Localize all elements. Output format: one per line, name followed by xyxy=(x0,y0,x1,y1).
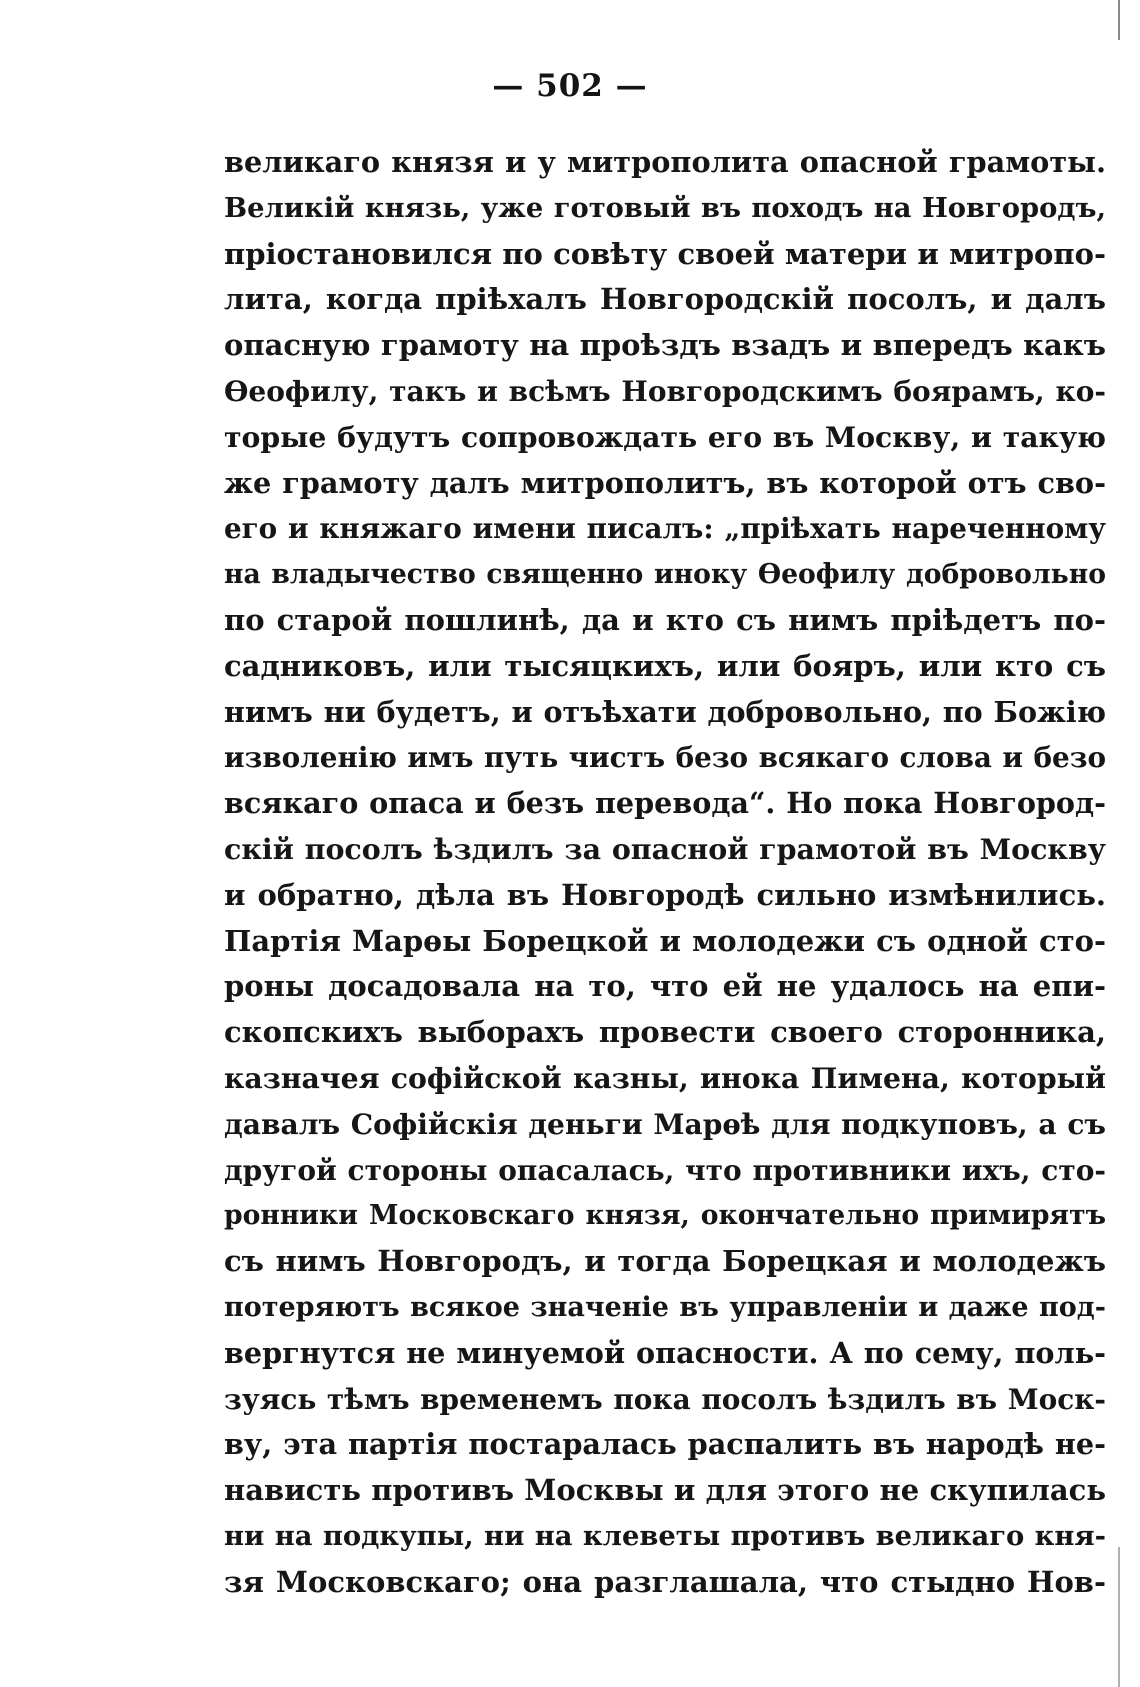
text-line: ни на подкупы, ни на клеветы противъ великаго кня- xyxy=(224,1519,1106,1552)
text-line: садниковъ, или тысяцкихъ, или бояръ, или кто съ xyxy=(224,648,1106,683)
text-line: Ѳеофилу, такъ и всѣмъ Новгородскимъ боярамъ, ко- xyxy=(224,374,1106,408)
text-line: лита, когда пріѣхалъ Новгородскій посолъ, и далъ xyxy=(224,282,1106,317)
text-line: давалъ Софійскія деньги Марѳѣ для подкуповъ, а съ xyxy=(224,1107,1106,1141)
text-line: потеряютъ всякое значеніе въ управленіи и даже под- xyxy=(224,1291,1106,1323)
text-line: же грамоту далъ митрополитъ, въ которой отъ сво- xyxy=(224,465,1106,500)
text-line: вергнутся не минуемой опасности. А по сему, поль- xyxy=(224,1335,1106,1370)
text-line: всякаго опаса и безъ перевода“. Но пока Новгород- xyxy=(224,786,1106,821)
text-line: казначея софійской казны, инока Пимена, который xyxy=(224,1060,1106,1095)
text-line: пріостановился по совѣту своей матери и митропо- xyxy=(224,236,1106,271)
text-line: ву, эта партія постаралась распалить въ народѣ не- xyxy=(224,1427,1106,1462)
body-text xyxy=(224,140,1106,1606)
page-edge-mark-bottom xyxy=(1118,1547,1120,1687)
text-line: зя Московскаго; она разглашала, что стыдно Нов- xyxy=(224,1564,1106,1599)
text-line: и обратно, дѣла въ Новгородѣ сильно измѣнились. xyxy=(224,877,1106,912)
text-line: другой стороны опасалась, что противники ихъ, сто- xyxy=(224,1153,1106,1187)
text-line: изволенію имъ путь чистъ безо всякаго слова и безо xyxy=(224,741,1106,775)
text-line: роны досадовала на то, что ей не удалось на епи- xyxy=(224,969,1106,1004)
text-line: великаго князя и у митрополита опасной грамоты. xyxy=(224,145,1106,179)
text-line: опасную грамоту на проѣздъ взадъ и впередъ какъ xyxy=(224,328,1106,363)
page-number: — 502 — xyxy=(492,68,648,104)
text-line: съ нимъ Новгородъ, и тогда Борецкая и молодежъ xyxy=(224,1244,1106,1279)
page-edge-mark-top xyxy=(1118,0,1120,40)
text-line: зуясь тѣмъ временемъ пока посолъ ѣздилъ въ Моск- xyxy=(224,1382,1106,1416)
text-line: ронники Московскаго князя, окончательно примирятъ xyxy=(224,1200,1106,1232)
text-line: нимъ ни будетъ, и отъѣхати добровольно, по Божію xyxy=(224,694,1106,729)
text-line: Партія Марѳы Борецкой и молодежи съ одной сто- xyxy=(224,923,1106,958)
text-line: по старой пошлинѣ, да и кто съ нимъ пріѣдетъ по- xyxy=(224,602,1106,637)
text-line: торые будутъ сопровождать его въ Москву, и такую xyxy=(224,419,1106,454)
text-line: нависть противъ Москвы и для этого не скупилась xyxy=(224,1473,1106,1508)
text-line: скопскихъ выборахъ провести своего сторонника, xyxy=(224,1015,1106,1050)
text-line: на владычество священно иноку Ѳеофилу добровольно xyxy=(224,559,1106,591)
text-line: скій посолъ ѣздилъ за опасной грамотой въ Москву xyxy=(224,831,1106,866)
text-line: Великій князь, уже готовый въ походъ на Новгородъ, xyxy=(224,191,1106,224)
text-line: его и княжаго имени писалъ: „пріѣхать нареченному xyxy=(224,512,1106,546)
